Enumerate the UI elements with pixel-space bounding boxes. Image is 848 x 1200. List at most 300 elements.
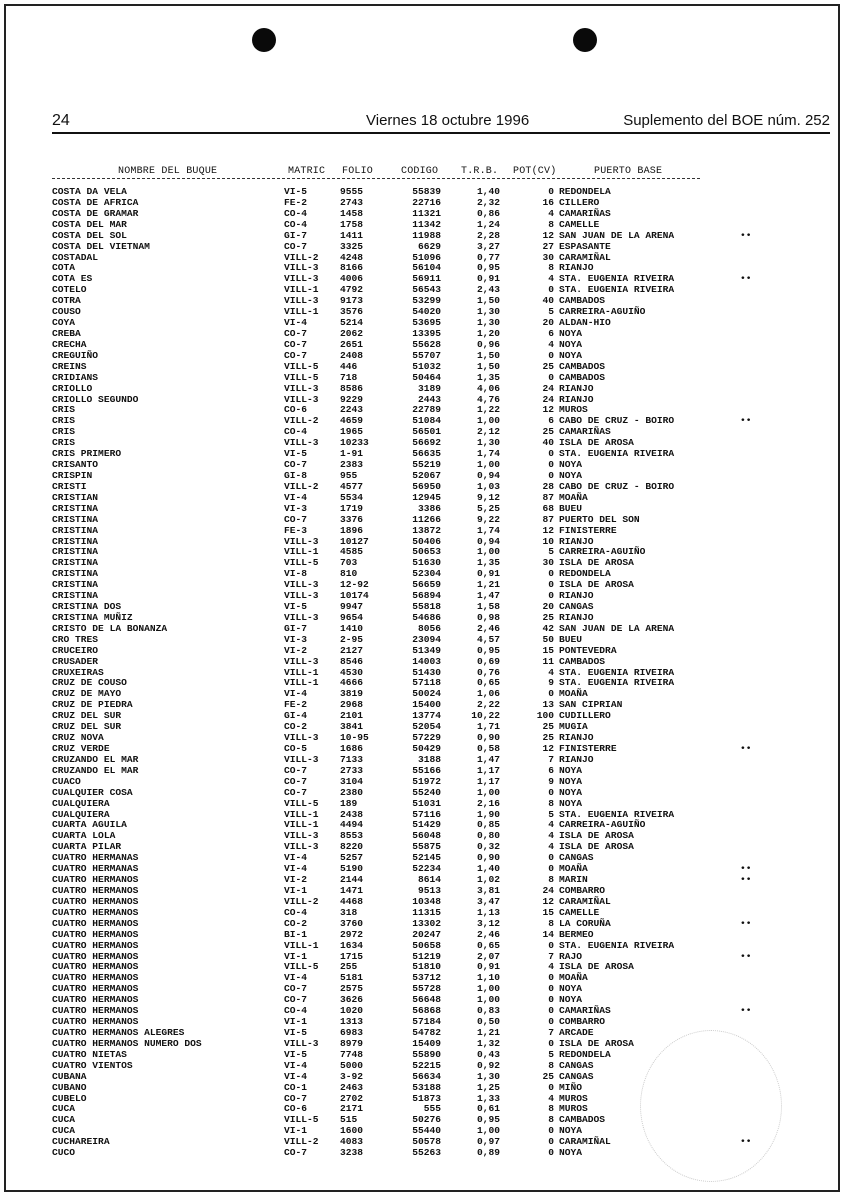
matric: VI-4 — [284, 863, 308, 875]
puerto-base: STA. EUGENIA RIVEIRA — [559, 284, 675, 296]
codigo: 11321 — [412, 207, 441, 219]
trb: 1,00 — [476, 786, 500, 798]
pot: 42 — [542, 622, 554, 634]
codigo: 51084 — [412, 415, 441, 427]
codigo: 55166 — [412, 764, 441, 776]
vessel-name: CUCA — [52, 1103, 76, 1115]
ink-stamp — [640, 1030, 782, 1182]
codigo: 51429 — [412, 819, 441, 831]
puerto-base: NOYA — [559, 775, 583, 787]
pot: 0 — [548, 1081, 554, 1093]
folio: 2968 — [340, 699, 364, 711]
vessel-name: COUSO — [52, 306, 81, 318]
codigo: 13302 — [412, 917, 441, 929]
matric: VI-5 — [284, 601, 308, 613]
trb: 2,32 — [476, 196, 500, 208]
pot: 6 — [548, 764, 554, 776]
vessel-name: CRUZANDO EL MAR — [52, 764, 139, 776]
table-row — [0, 776, 848, 787]
vessel-name: CRIOLLO — [52, 382, 93, 394]
trb: 1,74 — [476, 524, 500, 536]
puerto-base: CAMELLE — [559, 218, 600, 230]
pot: 27 — [542, 240, 554, 252]
matric: VILL-1 — [284, 306, 319, 318]
folio: 318 — [340, 906, 358, 918]
table-row — [0, 317, 848, 328]
pot: 20 — [542, 601, 554, 613]
table-row — [0, 645, 848, 656]
mark: •• — [740, 1005, 752, 1017]
pot: 4 — [548, 338, 554, 350]
codigo: 53712 — [412, 972, 441, 984]
vessel-name: CUBANA — [52, 1070, 87, 1082]
codigo: 22716 — [412, 196, 441, 208]
matric: CO-7 — [284, 1092, 308, 1104]
puerto-base: RIANJO — [559, 535, 594, 547]
matric: VILL-1 — [284, 546, 319, 558]
pot: 68 — [542, 502, 554, 514]
table-row — [0, 874, 848, 885]
table-row — [0, 754, 848, 765]
codigo: 52145 — [412, 852, 441, 864]
vessel-name: COYA — [52, 317, 76, 329]
folio: 189 — [340, 797, 358, 809]
vessel-name: CRISTINA — [52, 579, 99, 591]
puerto-base: RIANJO — [559, 611, 594, 623]
folio: 7748 — [340, 1048, 364, 1060]
vessel-name: CRISANTO — [52, 459, 99, 471]
codigo: 57116 — [412, 808, 441, 820]
codigo: 51032 — [412, 360, 441, 372]
puerto-base: REDONDELA — [559, 1048, 611, 1060]
pot: 0 — [548, 863, 554, 875]
vessel-table — [0, 186, 848, 1158]
trb: 0,83 — [476, 1005, 500, 1017]
vessel-name: CUBELO — [52, 1092, 87, 1104]
codigo: 54686 — [412, 611, 441, 623]
pot: 5 — [548, 546, 554, 558]
folio: 1896 — [340, 524, 364, 536]
table-row — [0, 721, 848, 732]
table-row — [0, 667, 848, 678]
mark: •• — [740, 950, 752, 962]
vessel-name: CRISTO DE LA BONANZA — [52, 622, 168, 634]
table-row — [0, 765, 848, 776]
pot: 0 — [548, 1147, 554, 1159]
table-row — [0, 262, 848, 273]
puerto-base: CAMBADOS — [559, 360, 606, 372]
codigo: 56048 — [412, 830, 441, 842]
codigo: 54782 — [412, 1026, 441, 1038]
table-row — [0, 798, 848, 809]
folio: 3576 — [340, 306, 364, 318]
table-row — [0, 579, 848, 590]
matric: VI-4 — [284, 1059, 308, 1071]
puerto-base: ISLA DE AROSA — [559, 1037, 634, 1049]
table-row — [0, 994, 848, 1005]
vessel-name: CRUZ DE PIEDRA — [52, 699, 133, 711]
matric: VI-2 — [284, 874, 308, 886]
matric: FE-2 — [284, 699, 308, 711]
puerto-base: REDONDELA — [559, 568, 611, 580]
folio: 4530 — [340, 666, 364, 678]
puerto-base: NOYA — [559, 338, 583, 350]
matric: VILL-3 — [284, 590, 319, 602]
codigo: 55707 — [412, 349, 441, 361]
folio: 703 — [340, 557, 358, 569]
folio: 8220 — [340, 841, 364, 853]
folio: 4792 — [340, 284, 364, 296]
trb: 1,50 — [476, 295, 500, 307]
codigo: 13395 — [412, 327, 441, 339]
trb: 2,28 — [476, 229, 500, 241]
puerto-base: CABO DE CRUZ - BOIRO — [559, 415, 675, 427]
table-row — [0, 809, 848, 820]
table-row — [0, 448, 848, 459]
trb: 1,21 — [476, 579, 500, 591]
trb: 2,46 — [476, 622, 500, 634]
folio: 5190 — [340, 863, 364, 875]
folio: 5214 — [340, 317, 364, 329]
folio: 1715 — [340, 950, 364, 962]
pot: 0 — [548, 579, 554, 591]
header-date: Viernes 18 octubre 1996 — [366, 112, 530, 129]
trb: 0,61 — [476, 1103, 500, 1115]
pot: 20 — [542, 317, 554, 329]
pot: 6 — [548, 327, 554, 339]
pot: 25 — [542, 611, 554, 623]
pot: 28 — [542, 480, 554, 492]
folio: 8586 — [340, 382, 364, 394]
folio: 3376 — [340, 513, 364, 525]
trb: 0,90 — [476, 732, 500, 744]
vessel-name: CRUXEIRAS — [52, 666, 104, 678]
folio: 3626 — [340, 994, 364, 1006]
table-row — [0, 983, 848, 994]
table-row — [0, 852, 848, 863]
folio: 2463 — [340, 1081, 364, 1093]
puerto-base: CAMBADOS — [559, 1114, 606, 1126]
table-row — [0, 372, 848, 383]
trb: 3,27 — [476, 240, 500, 252]
pot: 25 — [542, 360, 554, 372]
table-row — [0, 426, 848, 437]
col-codigo-header: CODIGO — [401, 166, 439, 177]
codigo: 52304 — [412, 568, 441, 580]
matric: CO-7 — [284, 775, 308, 787]
vessel-name: CRISTINA MUÑIZ — [52, 611, 133, 623]
folio: 515 — [340, 1114, 358, 1126]
folio: 4248 — [340, 251, 364, 263]
codigo: 57118 — [412, 677, 441, 689]
table-row — [0, 230, 848, 241]
mark: •• — [740, 874, 752, 886]
matric: VI-1 — [284, 950, 308, 962]
matric: VI-4 — [284, 972, 308, 984]
vessel-name: CUCHAREIRA — [52, 1136, 110, 1148]
folio: 1313 — [340, 1016, 364, 1028]
pot: 5 — [548, 306, 554, 318]
pot: 40 — [542, 437, 554, 449]
puerto-base: BUEU — [559, 502, 583, 514]
trb: 0,80 — [476, 830, 500, 842]
punch-hole-left — [252, 28, 276, 52]
folio: 9654 — [340, 611, 364, 623]
matric: VI-1 — [284, 1125, 308, 1137]
matric: CO-7 — [284, 327, 308, 339]
col-name-header: NOMBRE DEL BUQUE — [118, 166, 218, 177]
puerto-base: PUERTO DEL SON — [559, 513, 640, 525]
pot: 0 — [548, 852, 554, 864]
codigo: 56635 — [412, 448, 441, 460]
folio: 2408 — [340, 349, 364, 361]
trb: 3,81 — [476, 885, 500, 896]
codigo: 51430 — [412, 666, 441, 678]
pot: 0 — [548, 448, 554, 460]
puerto-base: RIANJO — [559, 262, 594, 274]
pot: 7 — [548, 950, 554, 962]
trb: 0,69 — [476, 655, 500, 667]
trb: 1,58 — [476, 601, 500, 613]
puerto-base: CUDILLERO — [559, 710, 611, 722]
table-row — [0, 546, 848, 557]
matric: VILL-3 — [284, 830, 319, 842]
vessel-name: CUARTA LOLA — [52, 830, 116, 842]
trb: 0,65 — [476, 677, 500, 689]
puerto-base: CARAMIÑAL — [559, 1136, 611, 1148]
vessel-name: COSTA DE GRAMAR — [52, 207, 139, 219]
codigo: 55728 — [412, 983, 441, 995]
table-row — [0, 896, 848, 907]
puerto-base: CAMELLE — [559, 906, 600, 918]
vessel-name: CUATRO HERMANOS — [52, 917, 139, 929]
matric: VILL-2 — [284, 480, 319, 492]
table-row — [0, 819, 848, 830]
codigo: 56911 — [412, 273, 441, 285]
table-row — [0, 404, 848, 415]
codigo: 50658 — [412, 939, 441, 951]
table-row — [0, 361, 848, 372]
vessel-name: CUATRO HERMANAS — [52, 863, 139, 875]
matric: VI-5 — [284, 448, 308, 460]
vessel-name: COTA — [52, 262, 76, 274]
pot: 8 — [548, 874, 554, 886]
vessel-name: CUCA — [52, 1125, 76, 1137]
matric: VI-4 — [284, 317, 308, 329]
puerto-base: CAMBADOS — [559, 295, 606, 307]
folio: 3760 — [340, 917, 364, 929]
pot: 9 — [548, 775, 554, 787]
matric: VILL-3 — [284, 1037, 319, 1049]
trb: 1,00 — [476, 415, 500, 427]
trb: 0,58 — [476, 743, 500, 755]
folio: 1634 — [340, 939, 364, 951]
pot: 10 — [542, 535, 554, 547]
vessel-name: COSTA DEL MAR — [52, 218, 127, 230]
vessel-name: CRIS — [52, 437, 76, 449]
table-row — [0, 492, 848, 503]
folio: 446 — [340, 360, 358, 372]
folio: 810 — [340, 568, 358, 580]
folio: 1965 — [340, 426, 364, 438]
codigo: 56894 — [412, 590, 441, 602]
folio: 1020 — [340, 1005, 364, 1017]
trb: 10,22 — [471, 710, 500, 722]
puerto-base: ISLA DE AROSA — [559, 557, 634, 569]
codigo: 50429 — [412, 743, 441, 755]
pot: 0 — [548, 371, 554, 383]
table-row — [0, 929, 848, 940]
codigo: 51630 — [412, 557, 441, 569]
trb: 0,91 — [476, 568, 500, 580]
codigo: 13774 — [412, 710, 441, 722]
folio: 8553 — [340, 830, 364, 842]
trb: 0,65 — [476, 939, 500, 951]
puerto-base: CANGAS — [559, 1059, 594, 1071]
pot: 0 — [548, 469, 554, 481]
table-row — [0, 536, 848, 547]
codigo: 54020 — [412, 306, 441, 318]
codigo: 51031 — [412, 797, 441, 809]
trb: 0,89 — [476, 1147, 500, 1159]
puerto-base: NOYA — [559, 786, 583, 798]
vessel-name: CREBA — [52, 327, 81, 339]
col-trb-header: T.R.B. — [461, 166, 499, 177]
puerto-base: CANGAS — [559, 601, 594, 613]
col-pot-header: POT(CV) — [513, 166, 557, 177]
table-row — [0, 241, 848, 252]
mark: •• — [740, 229, 752, 241]
matric: VILL-3 — [284, 393, 319, 405]
folio: 2062 — [340, 327, 364, 339]
codigo: 6629 — [417, 240, 441, 252]
codigo: 57229 — [412, 732, 441, 744]
table-row — [0, 951, 848, 962]
puerto-base: MOAÑA — [559, 972, 588, 984]
codigo: 53695 — [412, 317, 441, 329]
pot: 0 — [548, 939, 554, 951]
matric: VILL-3 — [284, 611, 319, 623]
pot: 30 — [542, 557, 554, 569]
folio: 4666 — [340, 677, 364, 689]
matric: CO-7 — [284, 994, 308, 1006]
trb: 1,30 — [476, 306, 500, 318]
matric: VILL-3 — [284, 535, 319, 547]
folio: 10127 — [340, 535, 369, 547]
puerto-base: CAMARIÑAS — [559, 207, 611, 219]
vessel-name: CUACO — [52, 775, 81, 787]
puerto-base: STA. EUGENIA RIVEIRA — [559, 448, 675, 460]
col-matric-header: MATRIC — [288, 166, 326, 177]
pot: 12 — [542, 895, 554, 907]
pot: 12 — [542, 229, 554, 241]
codigo: 555 — [423, 1103, 441, 1115]
codigo: 50578 — [412, 1136, 441, 1148]
folio: 2383 — [340, 459, 364, 471]
codigo: 2443 — [417, 393, 441, 405]
table-row — [0, 1005, 848, 1016]
vessel-name: CUATRO NIETAS — [52, 1048, 127, 1060]
vessel-name: COSTA DEL SOL — [52, 229, 127, 241]
trb: 2,16 — [476, 797, 500, 809]
matric: VILL-3 — [284, 655, 319, 667]
pot: 0 — [548, 983, 554, 995]
folio: 6983 — [340, 1026, 364, 1038]
pot: 40 — [542, 295, 554, 307]
puerto-base: ISLA DE AROSA — [559, 437, 634, 449]
folio: 1758 — [340, 218, 364, 230]
pot: 14 — [542, 928, 554, 940]
codigo: 51810 — [412, 961, 441, 973]
trb: 1,47 — [476, 753, 500, 765]
pot: 6 — [548, 415, 554, 427]
puerto-base: NOYA — [559, 983, 583, 995]
vessel-name: CRO TRES — [52, 633, 99, 645]
pot: 7 — [548, 753, 554, 765]
table-row — [0, 743, 848, 754]
vessel-name: CUATRO HERMANOS — [52, 1005, 139, 1017]
trb: 0,77 — [476, 251, 500, 263]
trb: 0,96 — [476, 338, 500, 350]
trb: 4,06 — [476, 382, 500, 394]
vessel-name: CUALQUIER COSA — [52, 786, 133, 798]
puerto-base: MUROS — [559, 1103, 588, 1115]
codigo: 57184 — [412, 1016, 441, 1028]
matric: VILL-2 — [284, 415, 319, 427]
vessel-name: CUBANO — [52, 1081, 87, 1093]
vessel-name: CRISTINA — [52, 568, 99, 580]
trb: 5,25 — [476, 502, 500, 514]
pot: 50 — [542, 633, 554, 645]
pot: 4 — [548, 961, 554, 973]
mark: •• — [740, 1136, 752, 1148]
folio: 10233 — [340, 437, 369, 449]
pot: 8 — [548, 218, 554, 230]
trb: 1,35 — [476, 371, 500, 383]
puerto-base: CAMBADOS — [559, 655, 606, 667]
pot: 7 — [548, 1026, 554, 1038]
trb: 1,06 — [476, 688, 500, 700]
pot: 8 — [548, 797, 554, 809]
matric: VILL-3 — [284, 382, 319, 394]
vessel-name: COSTA DE AFRICA — [52, 196, 139, 208]
pot: 0 — [548, 459, 554, 471]
puerto-base: SAN JUAN DE LA ARENA — [559, 622, 675, 634]
trb: 2,12 — [476, 426, 500, 438]
puerto-base: MOAÑA — [559, 688, 588, 700]
folio: 4585 — [340, 546, 364, 558]
pot: 0 — [548, 1005, 554, 1017]
matric: VILL-3 — [284, 579, 319, 591]
puerto-base: NOYA — [559, 994, 583, 1006]
codigo: 55263 — [412, 1147, 441, 1159]
table-row — [0, 907, 848, 918]
codigo: 15409 — [412, 1037, 441, 1049]
table-row — [0, 273, 848, 284]
puerto-base: CILLERO — [559, 196, 600, 208]
pot: 24 — [542, 382, 554, 394]
trb: 1,24 — [476, 218, 500, 230]
table-row — [0, 688, 848, 699]
puerto-base: SAN JUAN DE LA ARENA — [559, 229, 675, 241]
table-row — [0, 208, 848, 219]
trb: 1,50 — [476, 349, 500, 361]
puerto-base: ISLA DE AROSA — [559, 841, 634, 853]
matric: VILL-5 — [284, 557, 319, 569]
codigo: 56104 — [412, 262, 441, 274]
puerto-base: STA. EUGENIA RIVEIRA — [559, 273, 675, 285]
table-row — [0, 557, 848, 568]
